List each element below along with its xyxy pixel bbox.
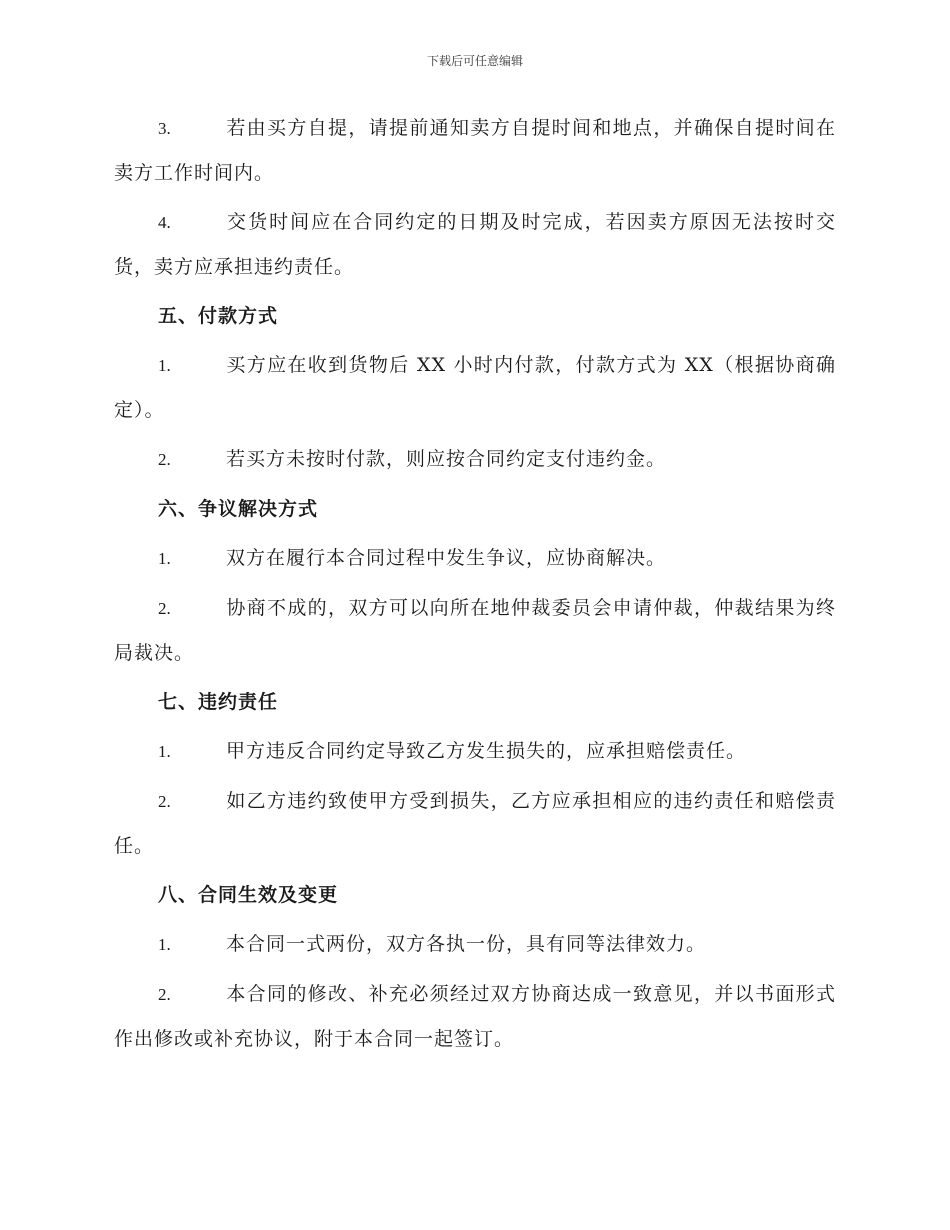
clause-6-2	[114, 586, 836, 675]
clause-text: 协商不成的，双方可以向所在地仲裁委员会申请仲裁，仲裁结果为终局裁决。	[114, 597, 836, 664]
clause-4-3	[114, 106, 836, 195]
clause-number: 4.	[158, 213, 171, 232]
clause-text: 如乙方违约致使甲方受到损失，乙方应承担相应的违约责任和赔偿责任。	[114, 790, 836, 857]
clause-number: 2.	[158, 792, 171, 811]
clause-5-2	[114, 437, 836, 482]
clause-text: 若买方未按时付款，则应按合同约定支付违约金。	[226, 448, 667, 470]
section-heading-effectiveness: 八、合同生效及变更	[158, 884, 339, 906]
clause-number: 1.	[158, 549, 171, 568]
clause-8-1	[114, 922, 836, 967]
clause-6-1	[114, 536, 836, 581]
clause-text: 交货时间应在合同约定的日期及时完成，若因卖方原因无法按时交货，卖方应承担违约责任。	[114, 211, 836, 278]
document-body	[114, 106, 836, 1066]
section-heading-payment: 五、付款方式	[158, 305, 279, 327]
clause-number: 2.	[158, 450, 171, 469]
clause-4-4	[114, 200, 836, 289]
clause-8-2	[114, 972, 836, 1061]
clause-number: 1.	[158, 356, 171, 375]
clause-7-2	[114, 779, 836, 868]
clause-text: 买方应在收到货物后 XX 小时内付款，付款方式为 XX（根据协商确定）。	[114, 354, 836, 421]
clause-text: 本合同的修改、补充必须经过双方协商达成一致意见，并以书面形式作出修改或补充协议，附于本合同一起签订。	[114, 983, 836, 1050]
clause-text: 双方在履行本合同过程中发生争议，应协商解决。	[226, 547, 667, 569]
clause-text: 甲方违反合同约定导致乙方发生损失的，应承担赔偿责任。	[226, 740, 747, 762]
clause-7-1	[114, 729, 836, 774]
clause-text: 若由买方自提，请提前通知卖方自提时间和地点，并确保自提时间在卖方工作时间内。	[114, 117, 836, 184]
section-heading-liability: 七、违约责任	[158, 691, 279, 713]
page-header: 下载后可任意编辑	[426, 54, 523, 68]
clause-text: 本合同一式两份，双方各执一份，具有同等法律效力。	[226, 933, 707, 955]
clause-number: 1.	[158, 935, 171, 954]
clause-5-1	[114, 343, 836, 432]
section-heading-dispute: 六、争议解决方式	[158, 498, 319, 520]
clause-number: 1.	[158, 742, 171, 761]
clause-number: 3.	[158, 119, 171, 138]
clause-number: 2.	[158, 599, 171, 618]
clause-number: 2.	[158, 985, 171, 1004]
